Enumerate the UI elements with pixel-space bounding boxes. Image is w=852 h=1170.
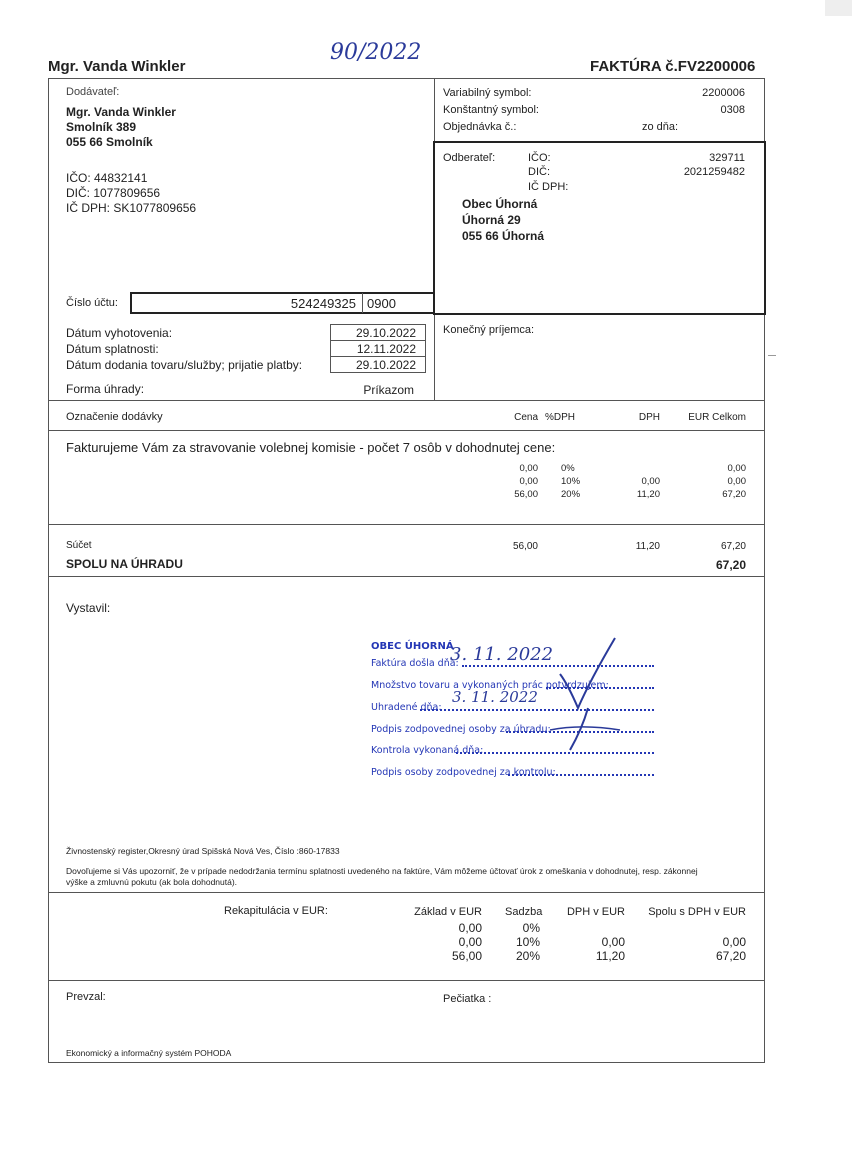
account-divider (362, 293, 363, 313)
recap-col-total: Spolu s DPH v EUR (648, 906, 746, 918)
items-bottom-rule (48, 524, 765, 525)
customer-name: Obec Úhorná (462, 197, 538, 211)
recap-row-vat: 0,00 (601, 935, 625, 949)
recap-row-rate: 0% (522, 921, 540, 935)
item-row-price: 0,00 (519, 476, 538, 487)
software-note: Ekonomický a informačný systém POHODA (66, 1048, 232, 1058)
supplier-header-name: Mgr. Vanda Winkler (48, 58, 186, 75)
recap-row-base: 0,00 (458, 921, 482, 935)
items-top-rule (48, 400, 765, 401)
item-row-total: 67,20 (722, 489, 746, 500)
customer-street: Úhorná 29 (462, 213, 521, 227)
penalty-note-2: výške a zmluvnú pokutu (ak bola dohodnutá). (66, 877, 238, 887)
recap-row-total: 0,00 (722, 935, 746, 949)
sum-bottom-rule (48, 576, 765, 577)
penalty-note-1: Dovoľujeme si Vás upozorniť, že v prípade nedodržania termínu splatnosti uvedeného na faktúre, Vám môžeme účtovať úrok z omeškania v dohodnutej, resp. zákonnej (66, 866, 698, 876)
stamp-paid-label: Uhradené dňa: (371, 702, 442, 713)
dates-divider-1 (330, 340, 426, 341)
supplier-label: Dodávateľ: (66, 86, 120, 98)
sum-total: 67,20 (720, 541, 746, 552)
stamp-title: OBEC ÚHORNÁ (371, 641, 454, 652)
recap-row-base: 0,00 (458, 935, 482, 949)
received-by-label: Prevzal: (66, 991, 106, 1003)
due-date-label: Dátum splatnosti: (66, 342, 159, 356)
col-vat-pct: %DPH (545, 412, 576, 423)
recap-col-vat: DPH v EUR (566, 906, 625, 918)
item-row-total: 0,00 (727, 463, 746, 474)
stamp-area-label: Pečiatka : (443, 993, 492, 1005)
item-row-pct: 20% (561, 489, 581, 500)
stamp-sign-pay-label: Podpis zodpovednej osoby za úhradu: (371, 724, 551, 735)
recap-col-rate: Sadzba (505, 906, 543, 918)
due-date-value: 12.11.2022 (356, 342, 416, 356)
customer-city: 055 66 Úhorná (462, 229, 545, 243)
col-total: EUR Celkom (688, 412, 746, 423)
recap-row-rate: 20% (515, 949, 540, 963)
recap-row-rate: 10% (515, 935, 540, 949)
dates-divider-2 (330, 356, 426, 357)
customer-ico-label: IČO: (528, 152, 551, 164)
supplier-name: Mgr. Vanda Winkler (66, 105, 176, 119)
bank-code: 0900 (367, 296, 396, 311)
account-label: Číslo účtu: (66, 297, 118, 309)
scan-edge (825, 0, 852, 16)
handwritten-signature (540, 630, 630, 760)
sum-price: 56,00 (512, 541, 538, 552)
customer-dic-value: 2021259482 (683, 166, 745, 178)
account-number: 524249325 (290, 296, 356, 311)
issued-by-label: Vystavil: (66, 601, 111, 615)
item-row-pct: 10% (561, 476, 581, 487)
supplier-ico: IČO: 44832141 (66, 171, 148, 185)
customer-dic-label: DIČ: (528, 166, 550, 178)
issue-date-label: Dátum vyhotovenia: (66, 326, 173, 340)
col-vat: DPH (638, 412, 660, 423)
item-row-price: 56,00 (514, 489, 538, 500)
constant-symbol-label: Konštantný symbol: (443, 104, 539, 116)
sum-vat: 11,20 (635, 541, 660, 552)
customer-icdph-label: IČ DPH: (528, 181, 569, 193)
invoice-title: FAKTÚRA č.FV2200006 (590, 58, 756, 75)
item-row-total: 0,00 (727, 476, 746, 487)
item-row-vat: 0,00 (641, 476, 660, 487)
issue-date-value: 29.10.2022 (355, 326, 416, 340)
stamp-sign-check-label: Podpis osoby zodpovednej za kontrolu: (371, 767, 556, 778)
item-row-pct: 0% (561, 463, 575, 474)
stamp-check-label: Kontrola vykonaná dňa: (371, 745, 484, 756)
item-description: Fakturujeme Vám za stravovanie volebnej komisie - počet 7 osôb v dohodnutej cene: (66, 440, 556, 455)
payment-form-value: Príkazom (363, 383, 414, 397)
handwritten-registry-number: 90/2022 (330, 40, 422, 65)
scan-tick (768, 355, 776, 356)
payment-form-label: Forma úhrady: (66, 382, 145, 396)
constant-symbol-value: 0308 (720, 104, 745, 116)
supplier-street: Smolník 389 (66, 120, 137, 134)
stamp-dots-6 (508, 774, 654, 776)
stamp-confirm-label: Množstvo tovaru a vykonaných prác potvrdzujem: (371, 680, 609, 691)
order-label: Objednávka č.: (443, 121, 517, 133)
variable-symbol-value: 2200006 (702, 87, 745, 99)
delivery-date-label: Dátum dodania tovaru/služby; prijatie platby: (66, 358, 303, 372)
stamp-received-handwritten: 3. 11. 2022 (450, 644, 554, 665)
recap-row-base: 56,00 (451, 949, 482, 963)
register-note: Živnostenský register,Okresný úrad Spišská Nová Ves, Číslo :860-17833 (66, 846, 340, 856)
delivery-date-value: 29.10.2022 (355, 358, 416, 372)
customer-label: Odberateľ: (443, 152, 496, 164)
sum-label: Súčet (66, 540, 92, 551)
order-date-label: zo dňa: (642, 121, 679, 133)
col-designation: Označenie dodávky (66, 411, 163, 423)
recap-row-total: 67,20 (715, 949, 746, 963)
pay-total-label: SPOLU NA ÚHRADU (66, 557, 183, 571)
item-row-vat: 11,20 (636, 489, 660, 500)
recap-col-base: Základ v EUR (414, 906, 482, 918)
supplier-icdph: IČ DPH: SK1077809656 (66, 201, 197, 215)
variable-symbol-label: Variabilný symbol: (443, 87, 532, 99)
stamp-received-label: Faktúra došla dňa: (371, 658, 459, 669)
col-price: Cena (514, 412, 538, 423)
supplier-dic: DIČ: 1077809656 (66, 186, 161, 200)
stamp-paid-handwritten: 3. 11. 2022 (452, 688, 538, 706)
recap-bottom-rule (48, 980, 765, 981)
items-header-rule (48, 430, 765, 431)
customer-ico-value: 329711 (709, 152, 745, 164)
final-recipient-label: Konečný príjemca: (443, 324, 535, 336)
recap-row-vat: 11,20 (595, 949, 625, 963)
supplier-city: 055 66 Smolník (66, 135, 153, 149)
item-row-price: 0,00 (519, 463, 538, 474)
recap-label: Rekapitulácia v EUR: (224, 905, 328, 917)
pay-total-value: 67,20 (715, 558, 746, 572)
recap-top-rule (48, 892, 765, 893)
